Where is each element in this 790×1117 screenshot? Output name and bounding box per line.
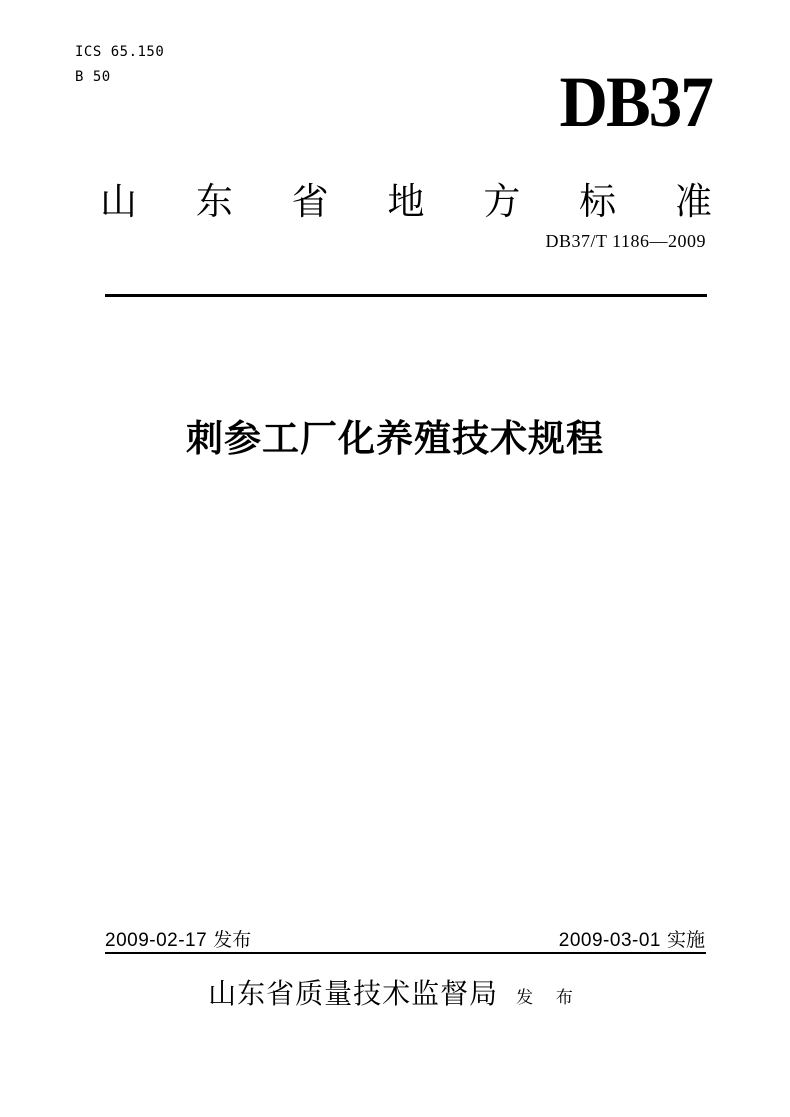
heading-char: 方 [483,181,521,222]
document-number: DB37/T 1186—2009 [545,231,706,251]
dates-row [105,925,705,952]
issue-date-item [105,925,251,952]
issuer-name: 山东省质量技术监督局 [208,978,499,1009]
issuer-action-label: 发 布 [516,988,582,1007]
heading-char: 东 [195,181,233,222]
heading-char: 准 [674,181,712,222]
heading-char: 山 [100,181,137,222]
implement-date: 2009-03-01 [558,930,661,951]
document-title: 刺参工厂化养殖技术规程 [186,418,604,459]
footer-divider-rule [105,952,706,954]
issue-label: 发布 [213,930,252,951]
ics-code: ICS 65.150 [75,44,165,60]
classification-code: B 50 [75,69,111,85]
issue-date: 2009-02-17 [105,930,208,951]
implement-date-item [559,925,705,952]
header-divider-rule [105,294,707,297]
heading-char: 省 [291,181,329,222]
heading-char: 地 [387,181,425,222]
standard-heading [100,181,712,224]
implement-label: 实施 [666,930,705,951]
db37-logo: DB37 [559,62,712,142]
heading-char: 标 [579,181,617,222]
ics-classification-block [75,40,164,90]
issuer-row [0,972,790,1012]
